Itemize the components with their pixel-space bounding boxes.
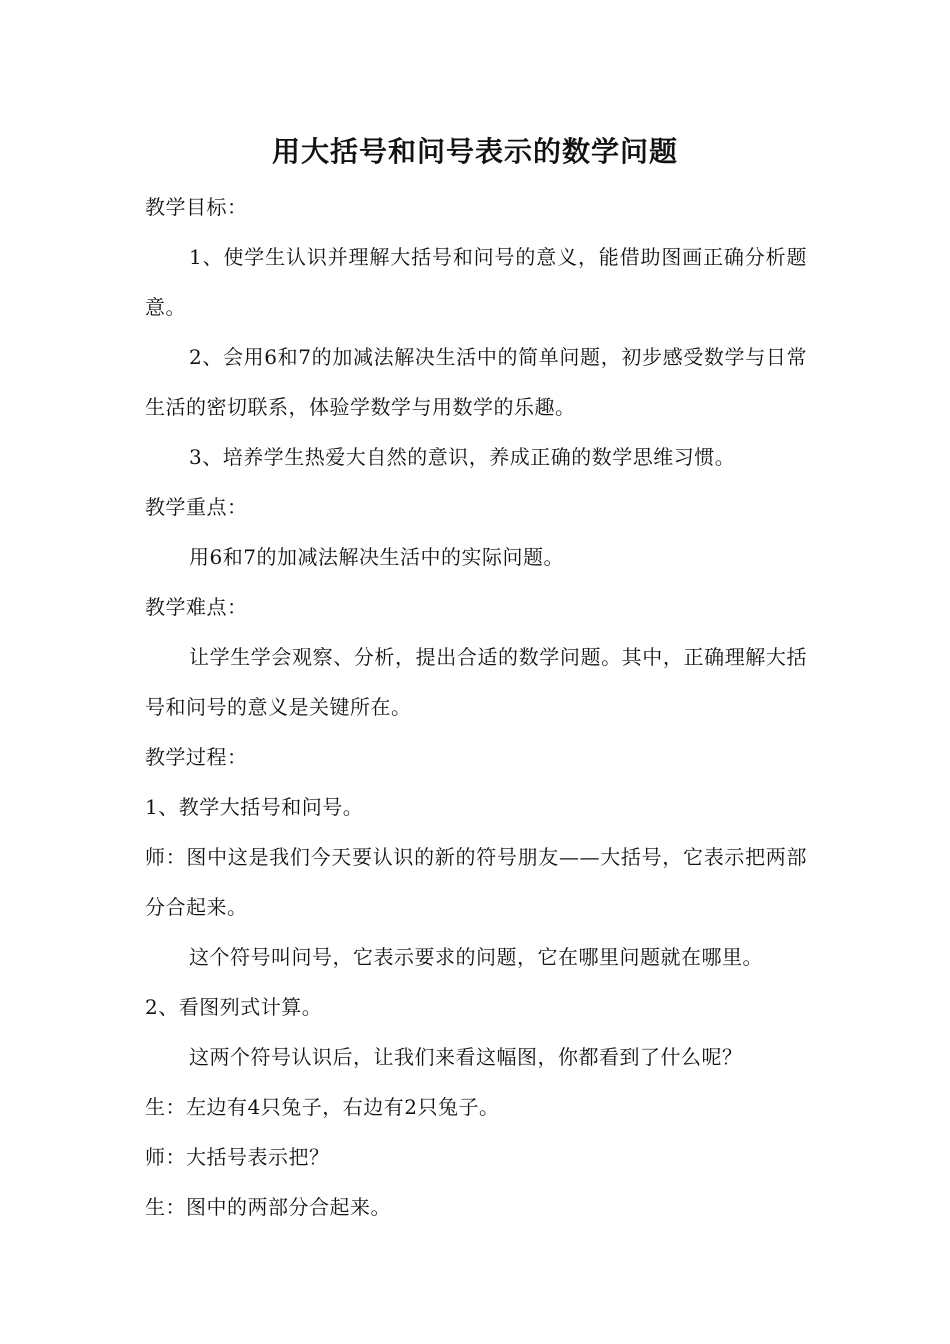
difficulty-text: 让学生学会观察、分析，提出合适的数学问题。其中，正确理解大括号和问号的意义是关键所在。 <box>145 645 807 719</box>
section-heading-objectives: 教学目标： <box>145 195 248 219</box>
objective-1: 1、使学生认识并理解大括号和问号的意义，能借助图画正确分析题意。 <box>145 245 807 319</box>
teacher-line-2: 这个符号叫问号，它表示要求的问题，它在哪里问题就在哪里。 <box>189 945 763 969</box>
teacher-line-3: 这两个符号认识后，让我们来看这幅图，你都看到了什么呢？ <box>189 1045 743 1069</box>
teacher-line-4: 师：大括号表示把？ <box>145 1145 330 1169</box>
teacher-line-1: 师：图中这是我们今天要认识的新的符号朋友——大括号，它表示把两部分合起来。 <box>145 845 807 919</box>
section-heading-key-points: 教学重点： <box>145 495 248 519</box>
document-title: 用大括号和问号表示的数学问题 <box>271 135 678 168</box>
section-heading-process: 教学过程： <box>145 745 248 769</box>
process-step-1: 1、教学大括号和问号。 <box>145 795 364 819</box>
section-heading-difficulties: 教学难点： <box>145 595 248 619</box>
student-line-1: 生：左边有4只兔子，右边有2只兔子。 <box>145 1095 500 1119</box>
student-line-2: 生：图中的两部分合起来。 <box>145 1195 391 1219</box>
process-step-2: 2、看图列式计算。 <box>145 995 323 1019</box>
objective-2: 2、会用6和7的加减法解决生活中的简单问题，初步感受数学与日常生活的密切联系，体验学数学与用数学的乐趣。 <box>145 345 807 419</box>
document-body <box>145 182 807 1232</box>
objective-3: 3、培养学生热爱大自然的意识，养成正确的数学思维习惯。 <box>189 445 736 469</box>
key-point-text: 用6和7的加减法解决生活中的实际问题。 <box>189 545 564 569</box>
